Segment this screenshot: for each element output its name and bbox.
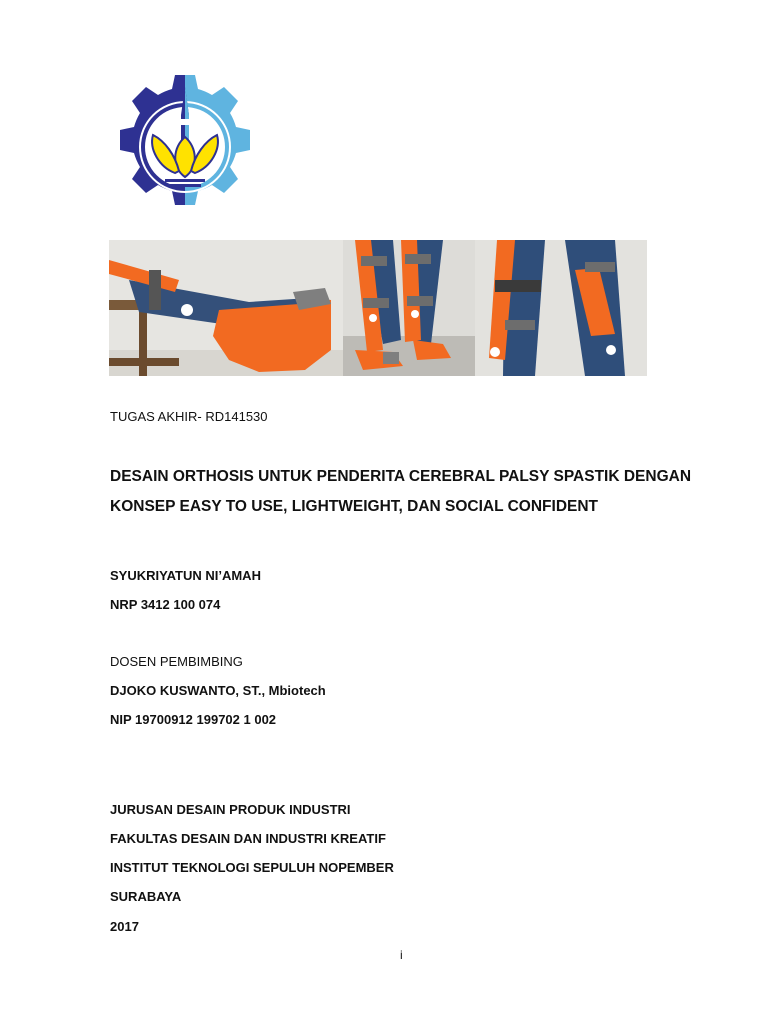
orthosis-photo-strip bbox=[109, 240, 647, 376]
institute: INSTITUT TEKNOLOGI SEPULUH NOPEMBER bbox=[110, 860, 394, 875]
author-nrp: NRP 3412 100 074 bbox=[110, 597, 221, 612]
page-number: i bbox=[400, 948, 403, 962]
faculty: FAKULTAS DESAIN DAN INDUSTRI KREATIF bbox=[110, 831, 386, 846]
advisor-name: DJOKO KUSWANTO, ST., Mbiotech bbox=[110, 683, 326, 698]
title-line-2: KONSEP EASY TO USE, LIGHTWEIGHT, DAN SOCIAL CONFIDENT bbox=[110, 498, 599, 515]
year: 2017 bbox=[110, 919, 139, 934]
department: JURUSAN DESAIN PRODUK INDUSTRI bbox=[110, 802, 351, 817]
author-name: SYUKRIYATUN NI’AMAH bbox=[110, 568, 261, 583]
title-line-1: DESAIN ORTHOSIS UNTUK PENDERITA CEREBRAL PALSY SPASTIK DENGAN bbox=[110, 468, 692, 485]
city: SURABAYA bbox=[110, 889, 182, 904]
advisor-label: DOSEN PEMBIMBING bbox=[110, 654, 243, 669]
orthosis-photo-standing-side-icon bbox=[475, 240, 647, 376]
orthosis-photo-side-icon bbox=[109, 240, 343, 376]
its-emblem-icon bbox=[109, 75, 261, 220]
advisor-nip: NIP 19700912 199702 1 002 bbox=[110, 712, 277, 727]
orthosis-photo-standing-front-icon bbox=[343, 240, 475, 376]
document-code: TUGAS AKHIR- RD141530 bbox=[110, 409, 268, 424]
